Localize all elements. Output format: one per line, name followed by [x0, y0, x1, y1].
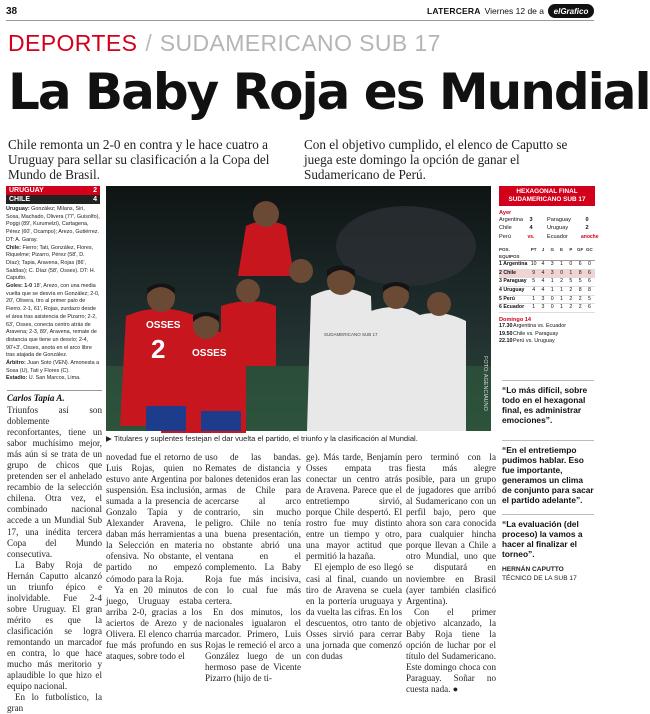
schedule-row	[499, 331, 595, 339]
score-team-a	[6, 186, 100, 195]
column-header: PT	[530, 246, 537, 252]
pull-quote-2: “En el entretiempo pudimos hablar. Eso fue importante, generamos un clima de conjunto para sacar el partido adelante”.	[502, 440, 594, 505]
paragraph: Triunfos así son doblemente reconfortantes, tiene un sabor muchísimo mejor, más aún si se trata de un grupo de chicos que pretenden ser el anhelado recambio de la selección chilena. Otra vez, el combinado nacional accede a un Mundial Sub 17, una inédita tercera Copa del Mundo consecutiva.	[7, 405, 102, 559]
table-cell-gc: 0	[587, 260, 591, 267]
table-cell-e: 0	[560, 269, 563, 276]
body-column-3	[205, 452, 301, 684]
table-cell-gc: 8	[587, 287, 591, 293]
standings-sidebar	[499, 186, 599, 346]
standings-title: HEXAGONAL FINAL SUDAMERICANO SUB 17	[499, 186, 595, 206]
table-cell-p: 0	[569, 260, 573, 267]
table-cell-g: 0	[550, 295, 554, 302]
brand-logo: elGrafico	[548, 4, 594, 18]
result-home-score: 3	[529, 217, 533, 223]
lineup-stadium	[6, 375, 100, 383]
table-cell-gf: 2	[578, 295, 582, 302]
table-row	[499, 304, 595, 313]
lineup-label: Árbitro:	[6, 360, 26, 367]
table-cell-team: 1 Argentina	[499, 260, 528, 267]
column-header: G	[550, 246, 554, 252]
table-cell-p: 2	[569, 295, 573, 302]
quote-author-role: TÉCNICO DE LA SUB 17	[502, 574, 577, 582]
lineup-text: 18', Arezo, con una media vuelta que se desvía en González; 2-0, 20', Olivera, tiro al primer palo de Fierro. 2-1, 61', Rojas, zurdazo desde el área tras asistencia de Pizarro; 2-2, 63', Osses, conecta centro atrás de Aravena; 2-3, 89', Aravena, remate de distancia que tiene un desvío; 2-4, 90'+3', Osses, anota en el arco libre tras atajada de González.	[6, 283, 100, 359]
table-cell-j: 4	[541, 278, 545, 285]
lineup-label: Uruguay:	[6, 206, 30, 212]
body-column-2	[106, 452, 202, 662]
table-cell-pt: 1	[532, 304, 536, 311]
column-header: E	[560, 246, 564, 252]
table-row	[499, 296, 595, 305]
lineup-chile	[6, 245, 100, 284]
match-lineups	[6, 204, 100, 383]
jersey-name-a: OSSES	[146, 320, 181, 331]
schedule-list	[499, 323, 595, 346]
header-rule	[6, 20, 594, 21]
headline: La Baby Roja es Mundial	[8, 63, 650, 121]
quote-author	[502, 566, 594, 583]
issue-date: Viernes 12 de a	[484, 6, 544, 16]
section-primary: DEPORTES	[8, 30, 138, 56]
section-secondary: SUDAMERICANO SUB 17	[159, 30, 441, 56]
lineup-label: Chile:	[6, 244, 21, 251]
table-cell-j: 4	[541, 287, 545, 293]
caption-text: Titulares y suplentes festejan el dar vuelta el partido, el triunfo y la clasificación al Mundial.	[113, 434, 418, 443]
jersey-number-a: 2	[151, 334, 166, 364]
match-teams: Chile vs. Paraguay	[513, 330, 559, 337]
result-home: Perú	[499, 233, 511, 240]
deck-right: Con el objetivo cumplido, el elenco de Caputto se juega este domingo la opción de ganar el Sudamericano de Perú.	[304, 137, 568, 182]
masthead	[427, 4, 594, 18]
shirt-banner: SUDAMERICANO SUB 17	[324, 332, 378, 337]
page-number: 38	[6, 5, 18, 17]
table-cell-team: 2 Chile	[499, 269, 517, 276]
team-a-name: URUGUAY	[9, 187, 44, 194]
paragraph: Ya en 20 minutos de juego, Uruguay estaba arriba 2-0, gracias a los aciertos de Arezo y de Olivera. El elenco charrúa fue más profundo en sus ataques, sobre todo el	[106, 584, 202, 661]
photo-illustration	[106, 186, 491, 431]
table-cell-j: 3	[541, 304, 545, 311]
table-cell-p: 1	[569, 269, 573, 276]
team-celebration-photo	[106, 186, 491, 431]
table-cell-e: 2	[560, 278, 563, 285]
pull-quote-3: “La evaluación (del proceso) la vamos a hacer al finalizar el torneo”.	[502, 514, 594, 559]
photo-caption	[106, 434, 496, 443]
photo-credit: FOTO: AGENCIAUNO	[482, 356, 488, 411]
table-cell-team: 4 Uruguay	[499, 287, 525, 293]
column-header: P	[569, 246, 573, 252]
results-day-label: Ayer	[499, 210, 512, 216]
table-cell-g: 3	[550, 260, 554, 267]
table-cell-gf: 6	[578, 260, 582, 267]
table-cell-team: 5 Perú	[499, 295, 515, 302]
table-cell-gc: 6	[587, 269, 591, 276]
table-cell-j: 3	[541, 295, 545, 302]
table-cell-gf: 8	[578, 287, 582, 293]
table-cell-pt: 9	[532, 269, 536, 276]
column-header: POS. EQUIPOS	[499, 246, 520, 259]
results-list	[499, 216, 599, 241]
quote-author-name: HERNÁN CAPUTTO	[502, 566, 564, 573]
table-cell-gc: 5	[587, 295, 591, 302]
table-cell-g: 1	[550, 287, 554, 293]
lineup-uruguay	[6, 206, 100, 245]
team-a-score: 2	[93, 187, 97, 194]
table-cell-gf: 5	[578, 278, 582, 285]
caption-arrow-icon: ▶	[106, 434, 114, 443]
table-cell-pt: 4	[532, 287, 536, 293]
result-away: Paraguay	[547, 217, 571, 223]
table-cell-e: 1	[560, 295, 563, 302]
table-row	[499, 287, 595, 296]
table-cell-g: 1	[550, 278, 554, 285]
result-home: Chile	[499, 225, 512, 232]
paragraph: ge). Más tarde, Benjamín Osses empata tras conectar un centro atrás de Aravena. Parece que el entretiempo sirvió, porque Chile despertó. El rostro fue muy distinto entre un tiempo y otro, una mayor actitud que permitió la hazaña.	[306, 452, 402, 562]
result-row	[499, 216, 595, 224]
table-cell-team: 3 Paraguay	[499, 278, 527, 285]
lineup-goals	[6, 283, 100, 360]
table-cell-g: 0	[550, 304, 554, 311]
body-column-4	[306, 452, 402, 662]
table-cell-p: 2	[569, 304, 573, 311]
match-scorebox	[6, 186, 100, 383]
match-teams: Argentina vs. Ecuador	[513, 323, 567, 330]
lineup-label: Goles: 1-0	[6, 283, 33, 290]
table-row	[499, 270, 595, 279]
result-away-score: 2	[585, 225, 589, 232]
table-cell-gc: 6	[587, 304, 591, 311]
schedule-day-label: Domingo 14	[499, 317, 532, 324]
table-cell-gf: 2	[578, 304, 582, 311]
body-column-1	[7, 405, 102, 714]
table-cell-p: 2	[569, 287, 573, 293]
table-row	[499, 278, 595, 287]
lineup-text: Fierro; Tati, González, Flores, Riquelme; Pizarro, Pérez (58', D. Díaz); Tapia, Aravena, Rojas (86', Saldías); C. Díaz (58', Osses). DT: H. Caputto.	[6, 244, 96, 282]
schedule-row	[499, 323, 595, 331]
standings-table	[499, 261, 595, 313]
lineup-text: González; Milans, Siri, Sosa, Machado, Olivera (77', Guisolfo), Poggi (89', Kurumelzi), Cartagena, Pérez (60', Ocampo); Arezo, Gutiérrez. DT: A. Garay.	[6, 206, 100, 243]
result-row	[499, 224, 595, 232]
table-cell-pt: 10	[530, 260, 537, 267]
match-teams: Perú vs. Uruguay	[513, 338, 555, 345]
table-row	[499, 261, 595, 270]
table-cell-g: 3	[550, 269, 554, 276]
section-label	[8, 30, 441, 57]
table-cell-team: 6 Ecuador	[499, 304, 525, 311]
table-cell-pt: 5	[532, 278, 536, 285]
table-cell-p: 5	[569, 278, 573, 285]
lineup-label: Estadio:	[6, 375, 28, 382]
match-time: 17.30	[499, 323, 513, 330]
jersey-name-b: OSSES	[192, 348, 227, 359]
paragraph: La Baby Roja de Hernán Caputto alcanzó un triunfo épico e inolvidable. Fue 2-4 sobre Uruguay. El gran mérito es que la clasificación se logra remontando un marcador en contra, lo que hace mucho más meritorio y aplaudible lo que hizo el equipo nacional.	[7, 559, 102, 692]
byline: Carlos Tapia A.	[7, 390, 102, 403]
lineup-text: Juan Soto (VEN). Amonesta a Sosa (U), Tati y Flores (C).	[6, 360, 100, 374]
schedule-row	[499, 338, 595, 346]
paragraph: Con el primer objetivo alcanzado, la Baby Roja tiene la opción de luchar por el título del Sudamericano. Este domingo choca con Paraguay. Soñar no cuesta nada. ●	[406, 606, 496, 694]
lineup-text: U. San Marcos, Lima.	[27, 375, 81, 382]
table-cell-j: 4	[541, 269, 545, 276]
result-away: Uruguay	[547, 225, 569, 232]
result-row	[499, 233, 599, 241]
table-cell-j: 4	[541, 260, 545, 267]
table-cell-gc: 6	[587, 278, 591, 285]
paper-name: LATERCERA	[427, 6, 481, 16]
column-header: J	[541, 246, 545, 252]
result-away-score: anoche	[581, 233, 599, 240]
paragraph: novedad fue el retorno de Luis Rojas, quien no estuvo ante Argentina por suspensión. Esa inclusión, sumada a la presencia de Gonzalo Tapia y de Alexander Aravena, le daban más herramientas a la Selección en materia ofensiva. No obstante, el partido no empezó cómodo para la Roja.	[106, 452, 202, 584]
table-cell-pt: 1	[532, 295, 536, 302]
table-cell-e: 1	[560, 260, 563, 267]
section-separator: /	[145, 30, 152, 56]
result-away-score: 0	[585, 217, 589, 223]
table-cell-e: 1	[560, 287, 563, 293]
paragraph: En lo futbolístico, la gran	[7, 692, 102, 714]
result-away: Ecuador	[547, 233, 568, 240]
team-b-name: CHILE	[9, 196, 30, 203]
lineup-referee	[6, 360, 100, 375]
team-b-score: 4	[93, 196, 97, 203]
table-cell-gf: 8	[578, 269, 582, 276]
body-column-5	[406, 452, 496, 695]
result-home: Argentina	[499, 217, 523, 223]
result-home-score: vs.	[527, 233, 535, 240]
table-cell-e: 1	[560, 304, 563, 311]
score-team-b	[6, 195, 100, 204]
paragraph: El ejemplo de eso llegó casi al final, cuando un tiro de Aravena se cuela en la portería uruguaya y da vuelta las cifras. En los descuentos, otro tanto de Osses sirvió para cerrar una jornada que comenzó con dudas	[306, 562, 402, 661]
column-header: GF	[577, 246, 584, 252]
page-header	[6, 3, 594, 19]
match-time: 22.10	[499, 338, 513, 345]
standings-table-header	[499, 246, 595, 261]
paragraph: pero terminó con la fiesta más alegre posible, para un grupo de jugadores que arribó al Sudamericano con un perfil bajo, pero que ahora son cara conocida para cualquier hincha porque llevan a Chile a otro Mundial, uno que se disputará en noviembre en Brasil (ayer también clasificó Argentina).	[406, 452, 496, 606]
column-header: GC	[586, 246, 593, 252]
paragraph: En dos minutos, los nacionales igualaron el marcador. Primero, Luis Rojas le remeció el arco a González luego de un hermoso pase de Vicente Pizarro (hijo de ti-	[205, 606, 301, 683]
paragraph: uso de las bandas. Remates de distancia y balones detenidos eran las armas de Chile para acercarse al arco contrario, sin mucho peligro. Chile no tenía una buena presentación, no obstante abrió una ventana en el complemento. La Baby Roja fue más incisiva, con lo cual fue más certera.	[205, 452, 301, 606]
match-time: 19.50	[499, 330, 513, 337]
result-home-score: 4	[529, 225, 533, 232]
deck-left: Chile remonta un 2-0 en contra y le hace cuatro a Uruguay para sellar su clasificación a la Copa del Mundo de Brasil.	[8, 137, 270, 182]
pull-quote-1: “Lo más difícil, sobre todo en el hexagonal final, es administrar emociones”.	[502, 380, 594, 425]
